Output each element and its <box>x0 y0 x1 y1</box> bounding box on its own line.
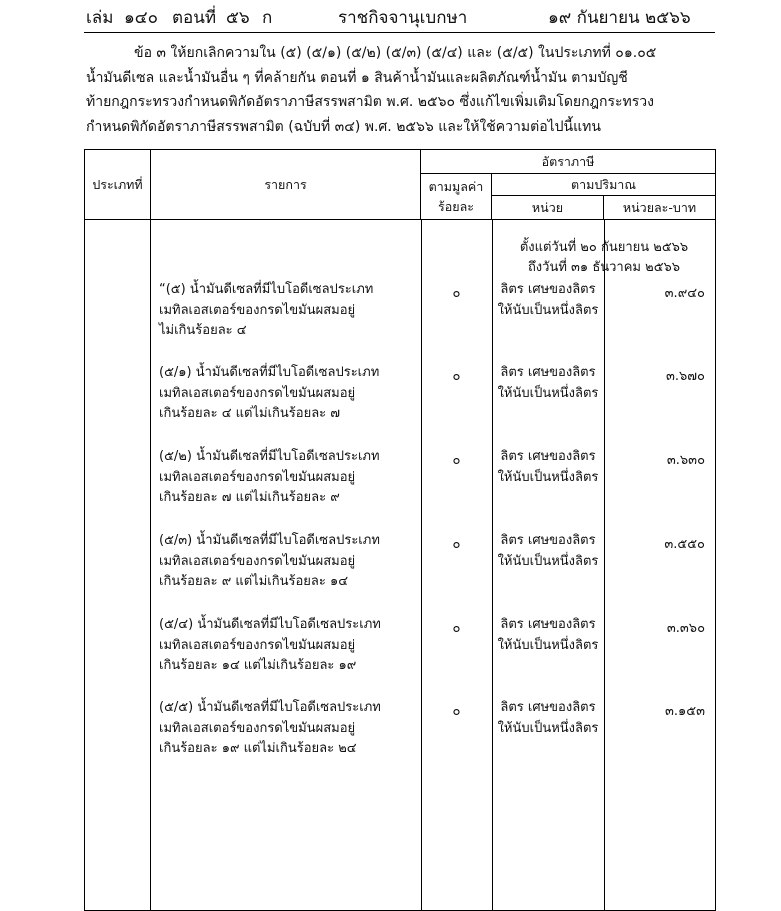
paragraph-line: น้ำมันดีเซล และน้ำมันอื่น ๆ ที่คล้ายกัน ตอนที่ ๑ สินค้าน้ำมันและผลิตภัณฑ์น้ำมัน ตามบัญชี <box>86 69 628 86</box>
value-rate: ๐ <box>452 286 461 301</box>
baht-rate: ๓.๓๖๐ <box>666 621 705 636</box>
item-line: เกินร้อยละ ๔ แต่ไม่เกินร้อยละ ๗ <box>159 406 341 421</box>
unit-line1: ลิตร เศษของลิตร <box>500 700 596 715</box>
item-line: (๕/๕) น้ำมันดีเซลที่มีไบโอดีเซลประเภท <box>159 700 381 715</box>
unit-line1: ลิตร เศษของลิตร <box>500 533 596 548</box>
item-line: เมทิลเอสเตอร์ของกรดไขมันผสมอยู่ <box>159 385 356 401</box>
paragraph-line: ข้อ ๓ ให้ยกเลิกความใน (๕) (๕/๑) (๕/๒) (๕/๓) (๕/๔) และ (๕/๕) ในประเภทที่ ๐๑.๐๕ <box>134 45 657 61</box>
baht-rate: ๓.๙๔๐ <box>664 286 705 301</box>
item-line: เกินร้อยละ ๑๙ แต่ไม่เกินร้อยละ ๒๔ <box>159 741 357 756</box>
item-line: เมทิลเอสเตอร์ของกรดไขมันผสมอยู่ <box>159 553 356 569</box>
issue-date: ๑๙ กันยายน ๒๕๖๖ <box>548 8 691 28</box>
period-from: ตั้งแต่วันที่ ๒๐ กันยายน ๒๕๖๖ <box>519 240 689 255</box>
section-letter: ก <box>262 8 273 28</box>
value-rate: ๐ <box>452 621 461 636</box>
unit-cell <box>492 280 604 321</box>
effective-period <box>492 238 716 278</box>
unit-line2: ให้นับเป็นหนึ่งลิตร <box>497 720 599 736</box>
unit-line2: ให้นับเป็นหนึ่งลิตร <box>497 553 599 569</box>
per-unit-baht-header: หน่วยละ-บาท <box>604 196 716 220</box>
item-line: ไม่เกินร้อยละ ๔ <box>159 323 247 338</box>
paragraph-line: ท้ายกฎกระทรวงกำหนดพิกัดอัตราภาษีสรรพสามิต พ.ศ. ๒๕๖๐ ซึ่งแก้ไขเพิ่มเติมโดยกฎกระทรวง <box>86 94 654 110</box>
header-rule <box>84 32 715 33</box>
item-line: เมทิลเอสเตอร์ของกรดไขมันผสมอยู่ <box>159 469 356 485</box>
part-number: ๕๖ <box>226 8 250 28</box>
by-value-header <box>421 174 492 220</box>
period-to: ถึงวันที่ ๓๑ ธันวาคม ๒๕๖๖ <box>527 260 681 275</box>
baht-rate: ๓.๖๓๐ <box>666 453 705 468</box>
unit-header: หน่วย <box>492 196 604 220</box>
item-line: (๕/๓) น้ำมันดีเซลที่มีไบโอดีเซลประเภท <box>159 533 380 548</box>
clause-paragraph <box>86 41 706 139</box>
unit-line1: ลิตร เศษของลิตร <box>500 617 596 632</box>
volume-label: เล่ม <box>86 8 114 28</box>
category-cell <box>85 220 151 911</box>
gazette-header <box>0 0 781 34</box>
item-line: เมทิลเอสเตอร์ของกรดไขมันผสมอยู่ <box>159 302 356 318</box>
unit-line1: ลิตร เศษของลิตร <box>500 282 596 297</box>
rows-area <box>151 220 716 911</box>
unit-cell <box>492 363 604 404</box>
unit-cell <box>492 698 604 739</box>
by-quantity-header: ตามปริมาณ <box>492 174 716 196</box>
volume-number: ๑๔๐ <box>124 8 159 28</box>
item-line: (๕/๑) น้ำมันดีเซลที่มีไบโอดีเซลประเภท <box>159 365 380 380</box>
item-line: (๕/๒) น้ำมันดีเซลที่มีไบโอดีเซลประเภท <box>159 449 380 464</box>
publication-name: ราชกิจจานุเบกษา <box>338 8 468 28</box>
unit-line1: ลิตร เศษของลิตร <box>500 449 596 464</box>
item-line: เมทิลเอสเตอร์ของกรดไขมันผสมอยู่ <box>159 720 356 736</box>
item-line: เมทิลเอสเตอร์ของกรดไขมันผสมอยู่ <box>159 637 356 653</box>
baht-rate: ๓.๕๕๐ <box>664 537 705 552</box>
item-line: เกินร้อยละ ๗ แต่ไม่เกินร้อยละ ๙ <box>159 490 340 505</box>
items-header: รายการ <box>151 150 421 220</box>
value-rate: ๐ <box>452 704 461 719</box>
unit-line1: ลิตร เศษของลิตร <box>500 365 596 380</box>
baht-rate: ๓.๑๕๓ <box>665 704 705 719</box>
baht-rate: ๓.๖๗๐ <box>666 369 705 384</box>
by-value-line1: ตามมูลค่า <box>428 178 484 194</box>
unit-cell <box>492 447 604 488</box>
tax-rate-table <box>84 149 716 911</box>
item-line: เกินร้อยละ ๙ แต่ไม่เกินร้อยละ ๑๔ <box>159 574 349 589</box>
paragraph-line: กำหนดพิกัดอัตราภาษีสรรพสามิต (ฉบับที่ ๓๔) พ.ศ. ๒๕๖๖ และให้ใช้ความต่อไปนี้แทน <box>86 118 601 135</box>
unit-line2: ให้นับเป็นหนึ่งลิตร <box>497 302 599 318</box>
item-line: “(๕) น้ำมันดีเซลที่มีไบโอดีเซลประเภท <box>159 282 374 297</box>
tax-rate-header: อัตราภาษี <box>421 150 716 174</box>
value-rate: ๐ <box>452 537 461 552</box>
value-rate: ๐ <box>452 369 461 384</box>
part-label: ตอนที่ <box>172 8 217 28</box>
item-line: เกินร้อยละ ๑๔ แต่ไม่เกินร้อยละ ๑๙ <box>159 658 357 673</box>
unit-line2: ให้นับเป็นหนึ่งลิตร <box>497 469 599 485</box>
item-line: (๕/๔) น้ำมันดีเซลที่มีไบโอดีเซลประเภท <box>159 617 381 632</box>
value-rate: ๐ <box>452 453 461 468</box>
category-header: ประเภทที่ <box>85 150 151 220</box>
unit-cell <box>492 615 604 656</box>
unit-line2: ให้นับเป็นหนึ่งลิตร <box>497 637 599 653</box>
unit-cell <box>492 531 604 572</box>
by-value-line2: ร้อยละ <box>438 198 474 214</box>
unit-line2: ให้นับเป็นหนึ่งลิตร <box>497 385 599 401</box>
